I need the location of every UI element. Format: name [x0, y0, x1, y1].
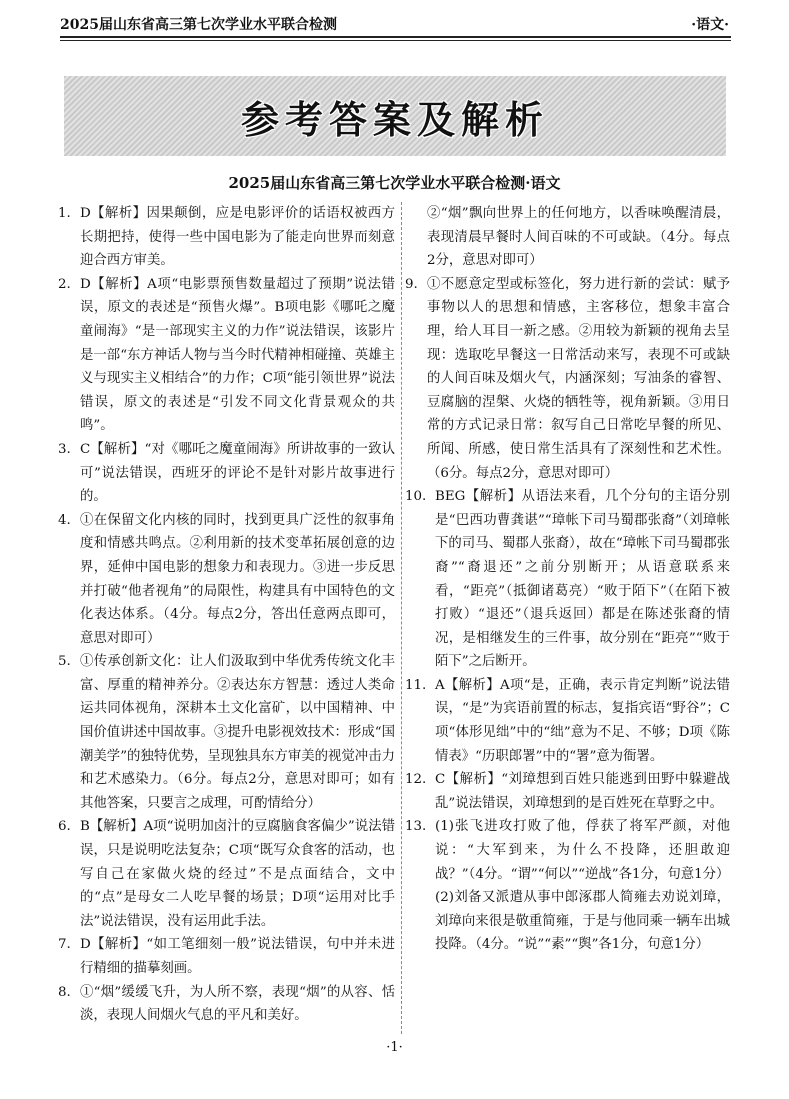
left-column: [58, 202, 395, 1028]
answer-item: [405, 815, 730, 886]
item-number: 10.: [405, 489, 427, 505]
answer-item: [58, 650, 395, 815]
answer-item: [58, 815, 395, 933]
item-number: 7.: [58, 937, 71, 953]
item-number: 8.: [58, 984, 71, 1000]
answer-item: [405, 674, 730, 768]
item-text: (1)张飞进攻打败了他，俘获了将军严颜，对他说：“大军到来，为什么不投降，还胆敢迎战？”（4分。“谓”“何以”“逆战”各1分，句意1分）: [435, 819, 730, 882]
item-text: C【解析】“对《哪吒之魔童闹海》所讲故事的一致认可”说法错误，西班牙的评论不是针对影片故事进行的。: [80, 441, 395, 505]
item-text: B【解析】A项“说明加卤汁的豆腐脑食客偏少”说法错误，只是说明吃法复杂；C项“既写众食客的活动，也写自己在家做火烧的经过”不是点面结合，文中的“点”是母女二人吃早餐的场景；D项“运用对比手法”说法错误，没有运用此手法。: [80, 819, 395, 929]
item-text: BEG【解析】从语法来看，几个分句的主语分别是“巴西功曹龚谌”“璋帐下司马蜀郡张裔”（刘璋帐下的司马、蜀郡人张裔），故在“璋帐下司马蜀郡张裔”“裔退还”之前分别断开；从语意联系来看，“距亮”（抵御诸葛亮）“败于陌下”（在陌下被打败）“退还”（退兵返回）都是在陈述张裔的情况，是相继发生的三件事，故分别在“距亮”“败于陌下”之后断开。: [435, 489, 730, 670]
item-number: 4.: [58, 512, 71, 528]
item-number: 6.: [58, 819, 71, 835]
item-text: ①在保留文化内核的同时，找到更具广泛性的叙事角度和情感共鸣点。②利用新的技术变革拓展创意的边界，延伸中国电影的想象力和表现力。③进一步反思并打破“他者视角”的局限性，构建具有中国特色的文化表达体系。（4分。每点2分，答出任意两点即可，意思对即可）: [80, 512, 395, 646]
answer-item: [58, 202, 395, 273]
item-number: 1.: [58, 206, 71, 221]
answer-item: [58, 438, 395, 509]
item-text: ①“烟”缓缓飞升，为人所不察，表现“烟”的从容、恬淡，表现人间烟火气息的平凡和美好。: [80, 984, 395, 1024]
column-divider: [401, 202, 402, 1034]
item-number: 12.: [405, 772, 427, 788]
header-rule: [60, 36, 731, 38]
item-text: ①传承创新文化：让人们汲取到中华优秀传统文化丰富、厚重的精神养分。②表达东方智慧：透过人类命运共同体视角，深耕本土文化富矿，以中国精神、中国价值讲述中国故事。③提升电影视效技术：形成“国潮美学”的独特优势，呈现独具东方审美的视觉冲击力和艺术感染力。（6分。每点2分，意思对即可；如有其他答案，只要言之成理，可酌情给分）: [80, 654, 395, 811]
item-number: 13.: [405, 819, 427, 835]
item-text: ②“烟”飘向世界上的任何地方，以香味唤醒清晨，表现清晨早餐时人间百味的不可或缺。（4分。每点2分，意思对即可）: [427, 206, 730, 269]
running-header-subject: ·语文·: [691, 17, 729, 33]
item-text: D【解析】因果颠倒，应是电影评价的话语权被西方长期把持，使得一些中国电影为了能走向世界而刻意迎合西方审美。: [80, 206, 395, 269]
banner-title: 参考答案及解析: [240, 97, 549, 142]
item-number: 5.: [58, 654, 71, 670]
answer-item: [405, 202, 730, 273]
right-column: [405, 202, 730, 957]
answer-item: [405, 886, 730, 957]
answer-item: [405, 768, 730, 815]
answer-item: [58, 981, 395, 1028]
item-text: ①不愿意定型或标签化，努力进行新的尝试：赋予事物以人的思想和情感，主客移位，想象丰富合理，给人耳目一新之感。②用较为新颖的视角去呈现：选取吃早餐这一日常活动来写，表现不可或缺的人间百味及烟火气，内涵深刻；写油条的睿智、豆腐脑的涅槃、火烧的牺牲等，视角新颖。③用日常的方式记录日常：叙写自己日常吃早餐的所见、所闻、所感，使日常生活具有了深刻性和艺术性。（6分。每点2分，意思对即可）: [427, 276, 730, 481]
answer-item: [405, 273, 730, 485]
item-text: A【解析】A项“是，正确，表示肯定判断”说法错误，“是”为宾语前置的标志，复指宾语“野谷”；C项“体形见绌”中的“绌”意为不足、不够；D项《陈情表》“历职郎署”中的“署”意为衙署。: [435, 677, 730, 764]
answer-item: [405, 485, 730, 674]
item-number: 9.: [405, 276, 418, 292]
answer-item: [58, 933, 395, 980]
answer-item: [58, 273, 395, 438]
page-number: ·1·: [386, 1040, 403, 1055]
header-rule-thin: [60, 40, 731, 41]
answer-item: [58, 509, 395, 651]
document-subtitle: 2025届山东省高三第七次学业水平联合检测·语文: [228, 174, 561, 192]
running-header-title: 2025届山东省高三第七次学业水平联合检测: [60, 17, 337, 33]
item-text: C【解析】“刘璋想到百姓只能逃到田野中躲避战乱”说法错误，刘璋想到的是百姓死在草野之中。: [435, 772, 730, 811]
item-text: (2)刘备又派遣从事中郎涿郡人简雍去劝说刘璋，刘璋向来很是敬重简雍，于是与他同乘一辆车出城投降。（4分。“说”“素”“舆”各1分，句意1分）: [435, 890, 730, 953]
item-number: 3.: [58, 441, 71, 457]
title-banner: [64, 76, 726, 156]
item-text: D【解析】A项“电影票预售数量超过了预期”说法错误，原文的表述是“预售火爆”。B项电影《哪吒之魔童闹海》“是一部现实主义的力作”说法错误，该影片是一部“东方神话人物与当今时代精神相碰撞、英雄主义与现实主义相结合”的力作；C项“能引领世界”说法错误，原文的表述是“引发不同文化背景观众的共鸣”。: [80, 276, 395, 434]
item-number: 2.: [58, 276, 71, 292]
item-number: 11.: [405, 677, 427, 693]
item-text: D【解析】“如工笔细刻一般”说法错误，句中并未进行精细的描摹刻画。: [80, 937, 395, 976]
